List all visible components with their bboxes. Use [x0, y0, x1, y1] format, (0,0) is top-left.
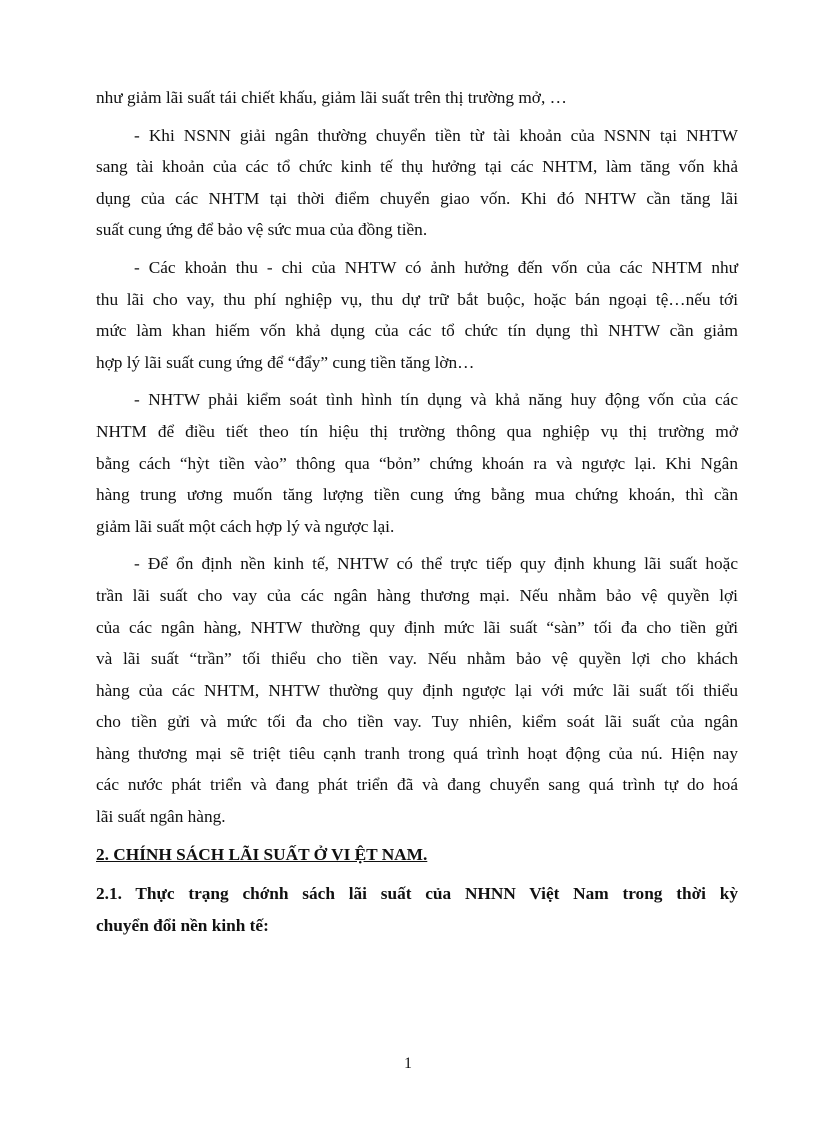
paragraph-line: giảm lãi suất một cách hợp lý và ngược lại. — [96, 516, 395, 536]
paragraph-line: suất cung ứng để bảo vệ sức mua của đồng tiền. — [96, 220, 428, 240]
paragraph-line: của các ngân hàng, NHTW thường quy định mức lãi suất “sàn” tối đa cho tiền gửi — [96, 617, 738, 637]
paragraph-line: thu lãi cho vay, thu phí nghiệp vụ, thu dự trữ bắt buộc, hoặc bán ngoại tệ…nếu tới — [96, 289, 738, 309]
paragraph-line: dụng của các NHTM tại thời điểm chuyển giao vốn. Khi đó NHTW cần tăng lãi — [96, 188, 738, 208]
paragraph-line: và lãi suất “trần” tối thiểu cho tiền vay. Nếu nhằm bảo vệ quyền lợi cho khách — [96, 649, 738, 669]
paragraph-line: mức làm khan hiếm vốn khả dụng của các tổ chức tín dụng thì NHTW cần giảm — [96, 321, 738, 341]
paragraph-line: - NHTW phải kiểm soát tình hình tín dụng và khả năng huy động vốn của các — [134, 390, 738, 410]
paragraph-line: - Để ổn định nền kinh tế, NHTW có thể trực tiếp quy định khung lãi suất hoặc — [134, 554, 738, 574]
paragraph-line: các nước phát triển và đang phát triển đã và đang chuyển sang quá trình tự do hoá — [96, 775, 738, 795]
page-number: 1 — [404, 1055, 412, 1072]
document-page — [96, 82, 738, 941]
paragraph-line: sang tài khoản của các tổ chức kinh tế thụ hưởng tại các NHTM, làm tăng vốn khả — [96, 157, 738, 177]
paragraph-3 — [96, 384, 738, 542]
paragraph-line: lãi suất ngân hàng. — [96, 807, 226, 827]
section-heading: 2. CHÍNH SÁCH LÃI SUẤT Ở VI ỆT NAM. — [96, 844, 428, 864]
paragraph-line: trần lãi suất cho vay của các ngân hàng thương mại. Nếu nhằm bảo vệ quyền lợi — [96, 585, 738, 605]
paragraph-4 — [96, 548, 738, 832]
paragraph-line: hợp lý lãi suất cung ứng để “đẩy” cung tiền tăng lờn… — [96, 352, 475, 372]
subsection-heading-line: 2.1. Thực trạng chớnh sách lãi suất của NHNN Việt Nam trong thời kỳ — [96, 884, 738, 904]
paragraph-line: hàng trung ương muốn tăng lượng tiền cung ứng bằng mua chứng khoán, thì cần — [96, 485, 738, 505]
paragraph-line: hàng của các NHTM, NHTW thường quy định ngược lại với mức lãi suất tối thiểu — [96, 680, 738, 700]
paragraph-line: hàng thương mại sẽ triệt tiêu cạnh tranh trong quá trình hoạt động của nú. Hiện nay — [96, 743, 738, 763]
paragraph-line: bằng cách “hỳt tiền vào” thông qua “bỏn” chứng khoán ra và ngược lại. Khi Ngân — [96, 453, 738, 473]
paragraph-1 — [96, 120, 738, 246]
paragraph-line: cho tiền gửi và mức tối đa cho tiền vay. Tuy nhiên, kiểm soát lãi suất của ngân — [96, 712, 738, 732]
intro-line: như giảm lãi suất tái chiết khấu, giảm lãi suất trên thị trường mở, … — [96, 88, 567, 107]
paragraph-line: NHTM để điều tiết theo tín hiệu thị trường thông qua nghiệp vụ thị trường mở — [96, 421, 738, 441]
paragraph-line: - Các khoản thu - chi của NHTW có ảnh hưởng đến vốn của các NHTM như — [134, 257, 738, 277]
paragraph-2 — [96, 252, 738, 378]
subsection-heading-line: chuyển đổi nền kinh tế: — [96, 915, 269, 935]
subsection-heading — [96, 878, 738, 941]
paragraph-line: - Khi NSNN giải ngân thường chuyển tiền từ tài khoản của NSNN tại NHTW — [134, 125, 738, 145]
